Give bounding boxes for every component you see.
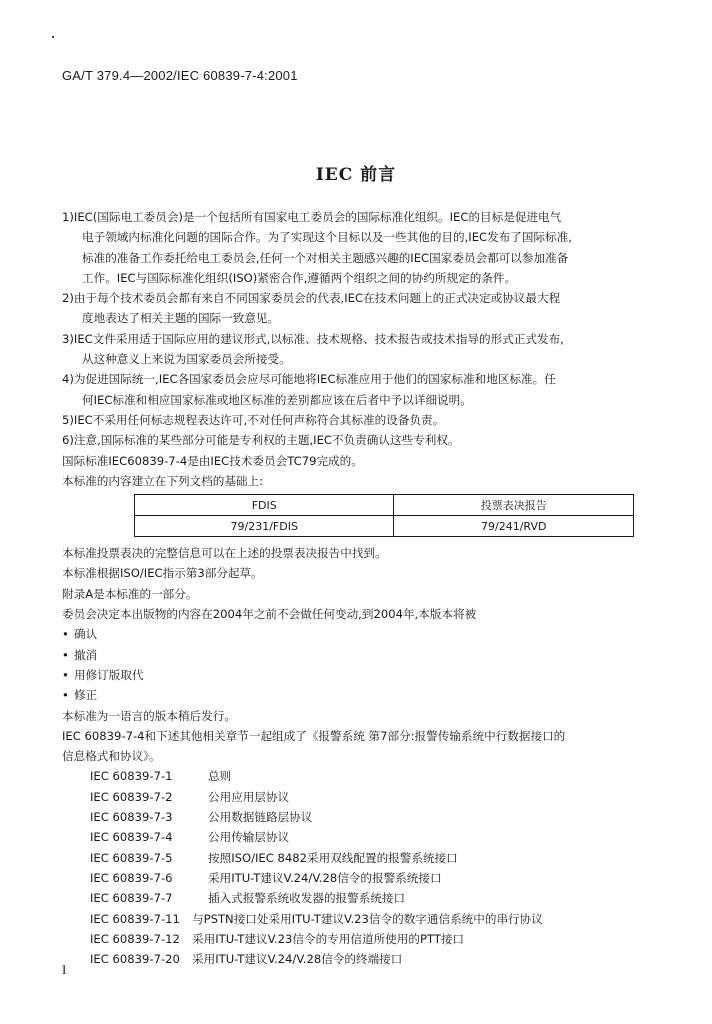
part-title: 采用ITU-T建议V.23信令的专用信道所使用的PTT接口 [192, 931, 465, 946]
bullet-text: 确认 [74, 627, 98, 642]
paragraph-line: 3)IEC文件采用适于国际应用的建议形式,以标准、技术规格、技术报告或技术指导的形式正式发布, [62, 331, 564, 346]
table-cell: 79/231/FDIS [135, 516, 394, 537]
part-list-item [62, 827, 662, 847]
paragraph-line: 国际标准IEC60839-7-4是由IEC技术委员会TC79完成的。 [62, 453, 363, 468]
part-list-item [62, 766, 662, 786]
bullet-item [62, 665, 662, 685]
part-list-item [62, 848, 662, 868]
part-title: 总则 [208, 769, 232, 784]
paragraph-line: 本标准为一语言的版本稍后发行。 [62, 708, 236, 723]
part-list-item [62, 787, 662, 807]
bullet-text: 修正 [74, 688, 98, 703]
part-title: 公用数据链路层协议 [208, 810, 313, 825]
part-title: 采用ITU-T建议V.24/V.28信令的终端接口 [192, 952, 403, 967]
bullet-item [62, 645, 662, 665]
document-basis-table [134, 494, 634, 537]
foreword-body [62, 207, 662, 969]
table-row [135, 516, 634, 537]
table-cell: 79/241/RVD [394, 516, 634, 537]
table-header-cell: FDIS [135, 495, 394, 516]
parts-list [62, 766, 662, 969]
paragraph-line: 标准的准备工作委托给电工委员会,任何一个对相关主题感兴趣的IEC国家委员会都可以参加准备 [82, 250, 569, 265]
part-code: IEC 60839-7-7 [90, 891, 173, 906]
paragraph-line: 委员会决定本出版物的内容在2004年之前不会做任何变动,到2004年,本版本将被 [62, 607, 477, 622]
paragraph-line: 6)注意,国际标准的某些部分可能是专利权的主题,IEC不负责确认这些专利权。 [62, 433, 460, 448]
bullet-item [62, 624, 662, 644]
part-title: 与PSTN接口处采用ITU-T建议V.23信令的数字通信系统中的串行协议 [192, 911, 543, 926]
part-title: 插入式报警系统收发器的报警系统接口 [208, 891, 406, 906]
paragraph-line: 2)由于每个技术委员会都有来自不同国家委员会的代表,IEC在技术问题上的正式决定或协议最大程 [62, 291, 561, 306]
part-code: IEC 60839-7-2 [90, 789, 173, 804]
part-code: IEC 60839-7-4 [90, 830, 173, 845]
paragraph-line: 本标准投票表决的完整信息可以在上述的投票表决报告中找到。 [62, 546, 387, 561]
paragraph-line: 本标准的内容建立在下列文档的基础上: [62, 473, 264, 488]
part-code: IEC 60839-7-3 [90, 810, 173, 825]
part-list-item [62, 929, 662, 949]
paragraph-line: IEC 60839-7-4和下述其他相关章节一起组成了《报警系统 第7部分:报警传输系统中行数据接口的 [62, 728, 566, 743]
paragraph-line: 工作。IEC与国际标准化组织(ISO)紧密合作,遵循两个组织之间的协约所规定的条件。 [82, 270, 517, 285]
standard-code-header: GA/T 379.4—2002/IEC 60839-7-4:2001 [62, 68, 298, 83]
part-code: IEC 60839-7-6 [90, 870, 173, 885]
part-title: 按照ISO/IEC 8482采用双线配置的报警系统接口 [208, 850, 458, 865]
part-list-item [62, 868, 662, 888]
bullet-dot-icon: • [62, 627, 69, 642]
part-code: IEC 60839-7-12 [90, 931, 180, 946]
page-title: IEC 前言 [315, 165, 397, 185]
paragraph-line: 4)为促进国际统一,IEC各国家委员会应尽可能地将IEC标准应用于他们的国家标准和地区标准。任 [62, 372, 556, 387]
paragraph-line: 度地表达了相关主题的国际一致意见。 [82, 311, 280, 326]
paragraph-line: 电子领域内标准化问题的国际合作。为了实现这个目标以及一些其他的目的,IEC发布了国际标准, [82, 230, 572, 245]
part-title: 公用应用层协议 [208, 789, 290, 804]
part-list-item [62, 807, 662, 827]
bullet-dot-icon: • [62, 688, 69, 703]
scan-speck [52, 36, 54, 38]
paragraph-line: 从这种意义上来说为国家委员会所接受。 [82, 352, 291, 367]
part-title: 采用ITU-T建议V.24/V.28信令的报警系统接口 [208, 870, 442, 885]
part-list-item [62, 888, 662, 908]
part-code: IEC 60839-7-5 [90, 850, 173, 865]
paragraph-line: 何IEC标准和相应国家标准或地区标准的差别都应该在后者中予以详细说明。 [82, 392, 472, 407]
part-code: IEC 60839-7-20 [90, 952, 180, 967]
bullet-dot-icon: • [62, 647, 69, 662]
paragraph-line: 1)IEC(国际电工委员会)是一个包括所有国家电工委员会的国际标准化组织。IEC的目标是促进电气 [62, 210, 562, 224]
part-title: 公用传输层协议 [208, 830, 290, 845]
paragraph-line: 信息格式和协议》。 [62, 749, 161, 764]
bullet-dot-icon: • [62, 667, 69, 682]
paragraph-line: 5)IEC不采用任何标志规程表达许可,不对任何声称符合其标准的设备负责。 [62, 412, 445, 427]
table-header-row [135, 495, 634, 516]
part-list-item [62, 909, 662, 929]
paragraph-line: 本标准根据ISO/IEC指示第3部分起草。 [62, 566, 263, 581]
part-code: IEC 60839-7-1 [90, 769, 173, 784]
page-number: I [62, 962, 67, 977]
paragraph-line: 附录A是本标准的一部分。 [62, 586, 198, 601]
bullet-text: 用修订版取代 [74, 667, 144, 682]
table-header-cell: 投票表决报告 [394, 495, 634, 516]
part-code: IEC 60839-7-11 [90, 911, 180, 926]
part-list-item [62, 949, 662, 969]
bullet-text: 撤消 [74, 647, 98, 662]
bullet-item [62, 685, 662, 705]
